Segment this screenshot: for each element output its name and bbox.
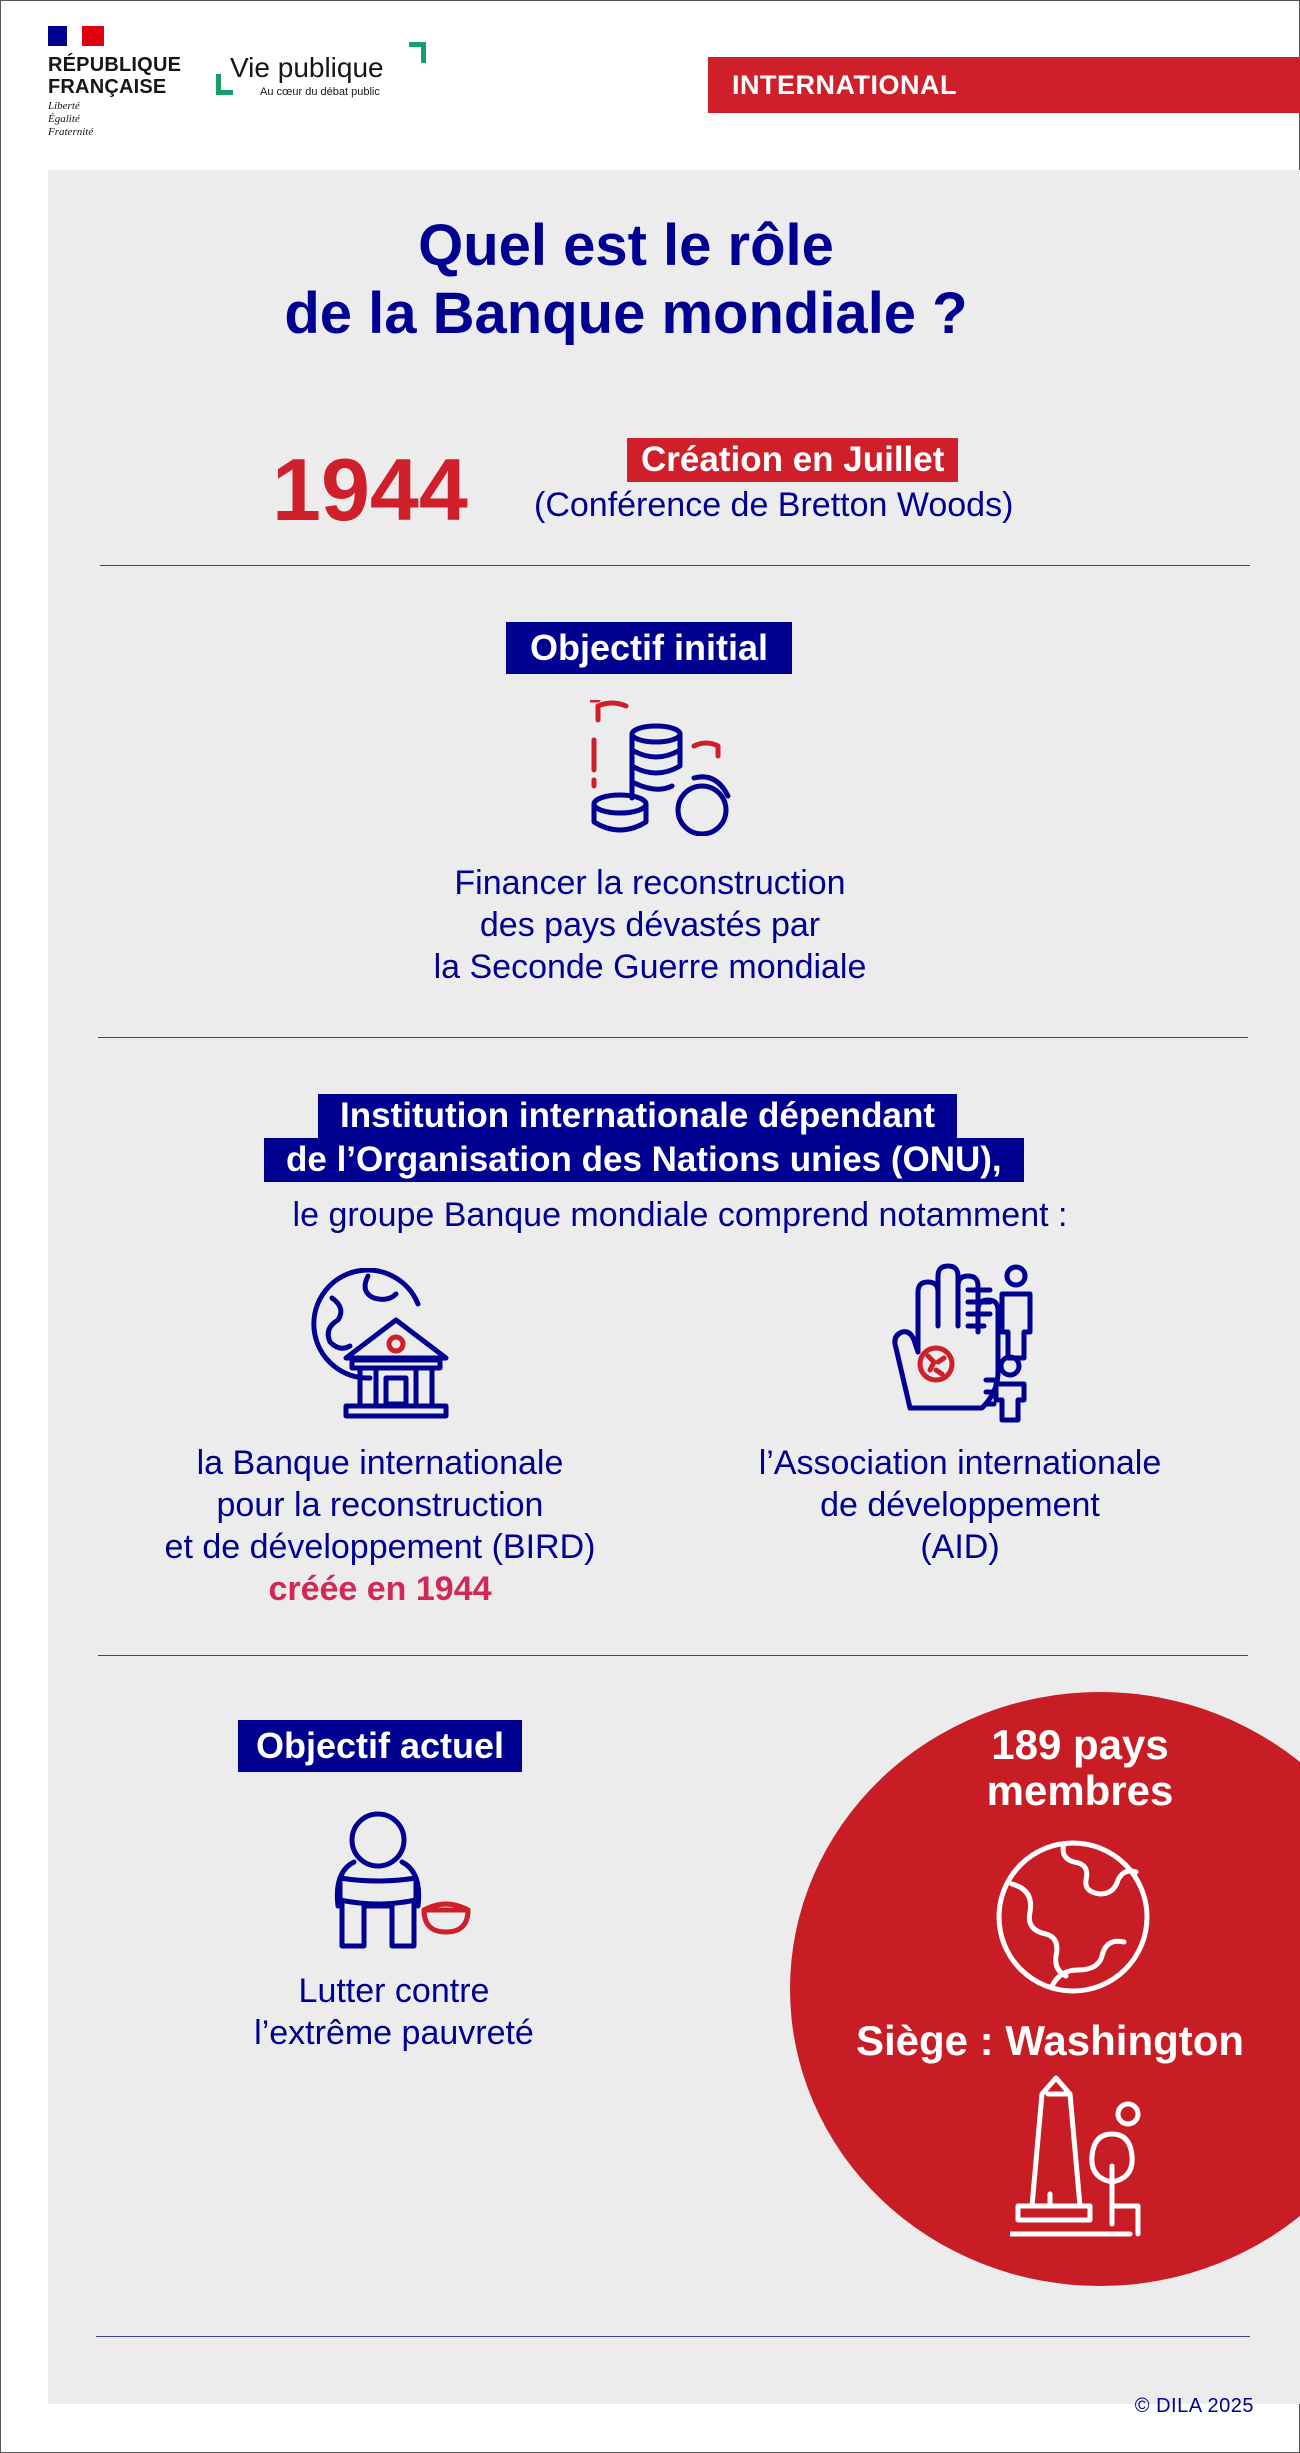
creation-tag: Création en Juillet [627,438,958,482]
members-count: 189 pays membres [986,1721,1174,1814]
bird-creation-date: créée en 1944 [268,1570,492,1608]
institution-line-2: de l’Organisation des Nations unies (ONU), [264,1138,1024,1182]
vie-publique-title: Vie publique [230,52,384,83]
bird-text: la Banque internationale pour la reconstruction et de développement (BIRD) créée en 1944 [90,1442,670,1610]
initial-objective-tag: Objectif initial [506,622,792,674]
creation-year: 1944 [272,440,468,539]
aid-text: l’Association internationale de développement (AID) [758,1444,1162,1566]
vie-publique-subtitle: Au cœur du débat public [260,86,380,98]
vie-publique-logo [216,46,426,102]
divider [98,1037,1248,1038]
washington-monument-icon [1010,2074,1158,2244]
divider [100,565,1250,566]
headquarters: Siège : Washington [855,2017,1245,2064]
globe-icon [994,1838,1152,1996]
copyright: © DILA 2025 [1134,2395,1254,2417]
institution-line-1: Institution internationale dépendant [318,1094,957,1138]
devise: Liberté Égalité Fraternité [48,100,94,138]
current-objective-tag: Objectif actuel [238,1720,522,1772]
logo-corner-icon [409,42,426,63]
creation-detail: (Conférence de Bretton Woods) [534,486,1014,524]
republique-francaise-text: RÉPUBLIQUE FRANÇAISE [48,54,182,98]
divider [98,1655,1248,1656]
current-objective-text: Lutter contre l’extrême pauvreté [254,1972,534,2052]
globe-bank-icon [306,1268,464,1424]
initial-objective-text: Financer la reconstruction des pays dévastés par la Seconde Guerre mondiale [433,864,867,986]
marianne-flag-icon [48,26,104,46]
page-title: Quel est le rôle de la Banque mondiale ? [284,213,968,346]
institution-line-3: le groupe Banque mondiale comprend notamment : [292,1196,1068,1234]
poverty-person-icon [322,1810,472,1954]
section-banner: INTERNATIONAL [708,57,1300,113]
coins-stack-icon [590,700,740,836]
divider [96,2336,1250,2337]
hand-people-icon [888,1262,1040,1424]
